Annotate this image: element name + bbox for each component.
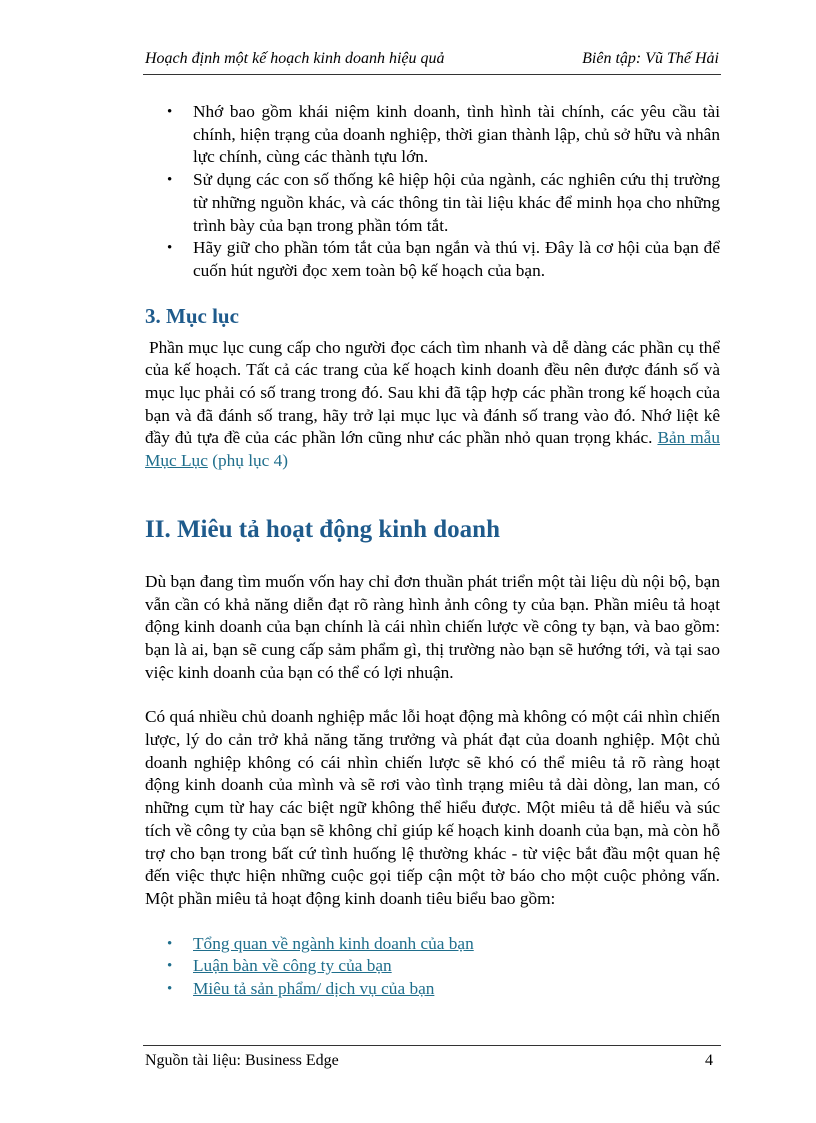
page-header	[145, 50, 719, 68]
bullet-icon: •	[167, 981, 173, 998]
toc-template-link[interactable]: Bản mẫu Mục Lục	[145, 428, 720, 471]
list-item: • Hãy giữ cho phần tóm tắt của bạn ngắn và thú vị. Đây là cơ hội của bạn để cuốn hút người đọc xem toàn bộ kế hoạch của bạn.	[167, 238, 720, 280]
section-3-body: Phần mục lục cung cấp cho người đọc cách tìm nhanh và dễ dàng các phần cụ thể của kế hoạch. Tất cả các trang của kế hoạch kinh doanh đều nên được đánh số và mục lục phải có số trang trong đó. Sau khi đã tập hợp các phần trong kế hoạch của bạn và đã đánh số trang, hãy trở lại mục lục và đánh số trang vào đó. Nhớ liệt kê đầy đủ tựa đề của các phần lớn cũng như các phần nhỏ quan trọng khác. Bản mẫu Mục Lục (phụ lục 4)	[145, 337, 720, 471]
list-item	[145, 933, 720, 956]
section-ii-heading: II. Miêu tả hoạt động kinh doanh	[145, 515, 500, 543]
bullet-icon: •	[167, 104, 173, 120]
product-service-link[interactable]: Miêu tả sản phẩm/ dịch vụ của bạn	[193, 979, 435, 999]
list-item	[145, 955, 720, 978]
footer-rule	[143, 1045, 721, 1046]
header-rule	[143, 74, 721, 75]
footer-source: Nguồn tài liệu: Business Edge	[145, 1052, 339, 1069]
section-ii-paragraph-2: Có quá nhiều chủ doanh nghiệp mắc lỗi hoạt động mà không có một cái nhìn chiến lược, lý do cản trở khả năng tăng trưởng và phát đạt của doanh nghiệp. Một chủ doanh nghiệp không có cái nhìn chiến lược sẽ khó có thể miêu tả rõ ràng hoạt động kinh doanh của mình và sẽ rơi vào tình trạng miêu tả dài dòng, lan man, có những cụm từ hay các biệt ngữ không thể hiểu được. Một miêu tả dễ hiểu và súc tích về công ty của bạn sẽ không chỉ giúp kế hoạch kinh doanh của bạn, mà còn hỗ trợ cho bạn trong bất cứ tình huống lệ thường khác - từ việc bắt đầu một quan hệ đến việc thực hiện những cuộc gọi tiếp cận một tờ báo cho một cuộc phỏng vấn. Một phần miêu tả hoạt động kinh doanh tiêu biểu bao gồm:	[145, 707, 720, 908]
header-title: Hoạch định một kế hoạch kinh doanh hiệu quả	[145, 50, 445, 67]
industry-overview-link[interactable]: Tổng quan về ngành kinh doanh của bạn	[193, 933, 474, 953]
list-item: • Nhớ bao gồm khái niệm kinh doanh, tình hình tài chính, các yêu cầu tài chính, hiện trạng của doanh nghiệp, thời gian thành lập, chủ sở hữu và nhân lực chính, cùng các thành tựu lớn.	[167, 102, 720, 167]
business-description-link-list	[145, 933, 720, 1001]
bullet-icon: •	[167, 958, 173, 975]
page-content	[145, 101, 720, 1001]
list-item: • Sử dụng các con số thống kê hiệp hội của ngành, các nghiên cứu thị trường từ những nguồn khác, và các thông tin tài liệu khác để minh họa cho những trình bày của bạn trong phần tóm tắt.	[167, 170, 720, 235]
summary-bullet-list	[145, 101, 720, 283]
header-editor: Biên tập: Vũ Thế Hải	[582, 50, 719, 67]
page-number: 4	[705, 1052, 713, 1069]
company-discussion-link[interactable]: Luận bàn về công ty của bạn	[193, 956, 392, 976]
bullet-icon: •	[167, 935, 173, 952]
bullet-icon: •	[167, 172, 173, 189]
section-ii-paragraph-1: Dù bạn đang tìm muốn vốn hay chỉ đơn thuần phát triển một tài liệu dù nội bộ, bạn vẫn cần có khả năng diễn đạt rõ ràng hình ảnh công ty của bạn. Phần miêu tả hoạt động kinh doanh của bạn chính là cái nhìn chiến lược về công ty bạn, và bao gồm: bạn là ai, bạn sẽ cung cấp sảm phẩm gì, thị trường nào bạn sẽ hướng tới, và tại sao việc kinh doanh của bạn có thể có lợi nhuận.	[145, 571, 720, 682]
section-3-heading: 3. Mục lục	[145, 303, 239, 328]
appendix-reference: (phụ lục 4)	[212, 451, 289, 471]
page-footer	[145, 1052, 713, 1070]
list-item	[145, 978, 720, 1001]
paragraph-gap	[145, 684, 720, 706]
bullet-icon: •	[167, 240, 173, 257]
